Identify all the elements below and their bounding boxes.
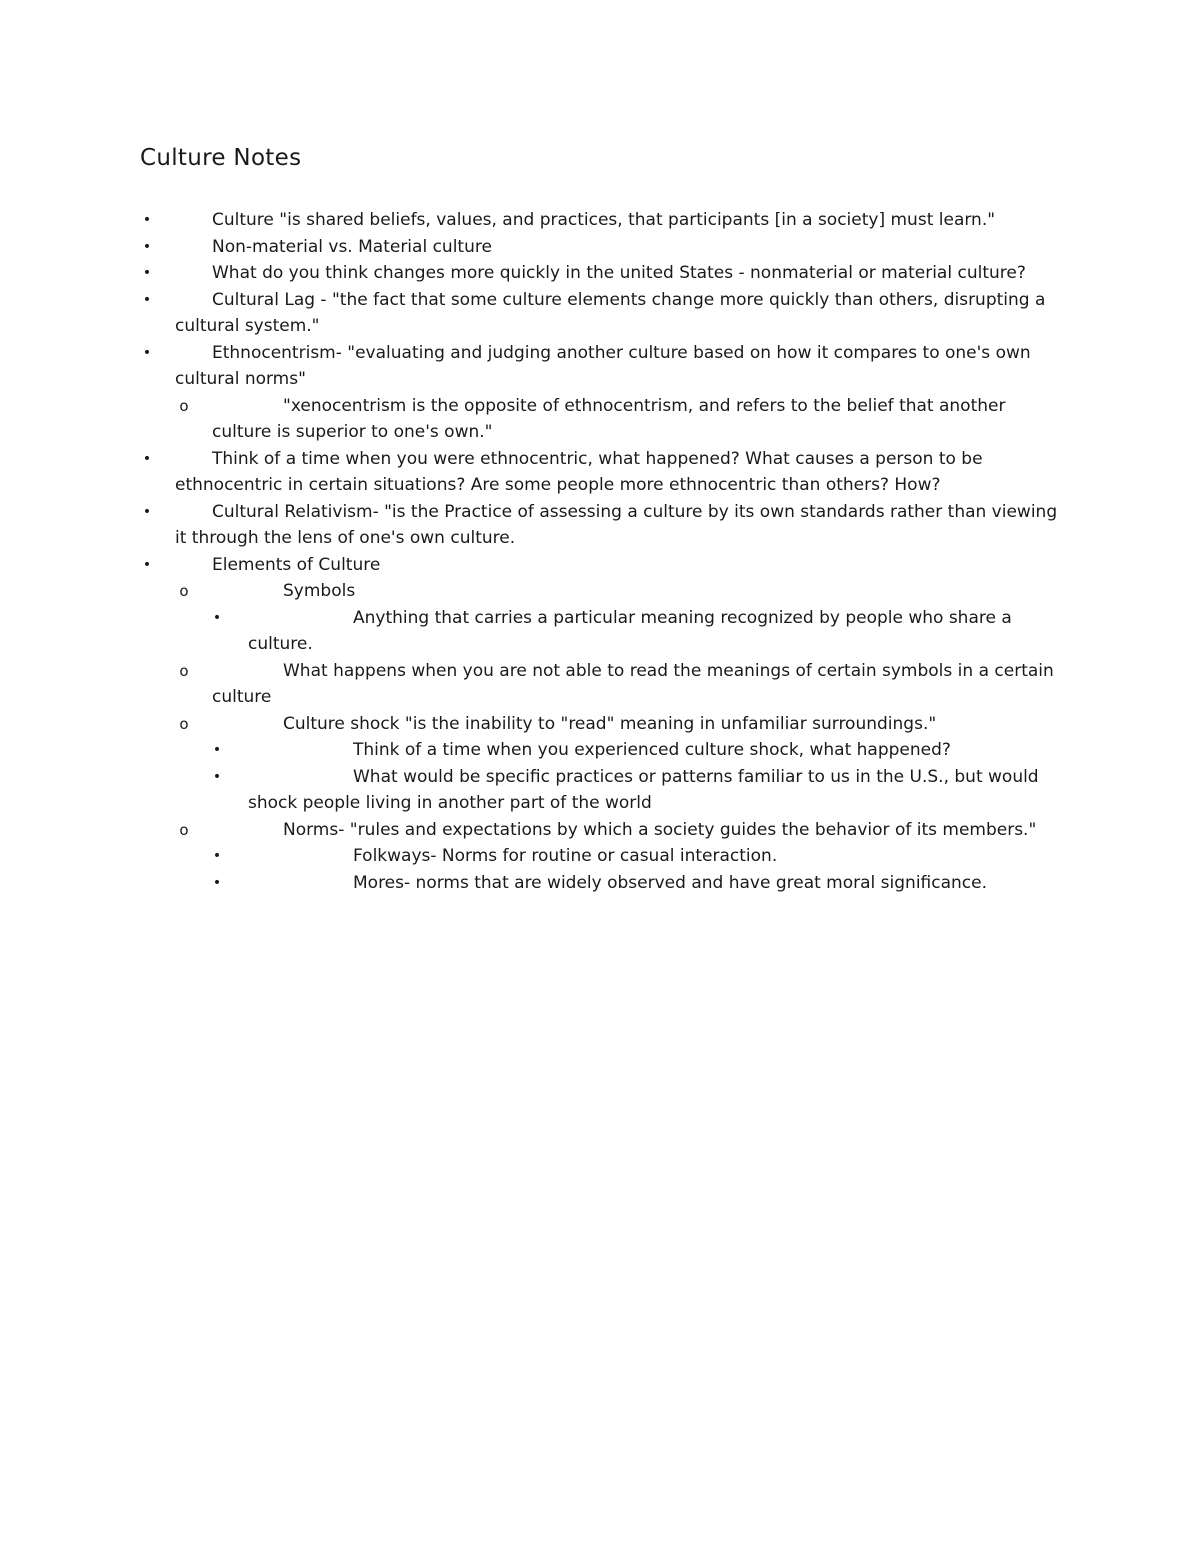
list-item-text: Symbols	[283, 581, 356, 601]
list-item	[0, 843, 1200, 870]
bullet-dot: •	[212, 848, 222, 864]
list-item-text: Cultural Lag - "the fact that some culture elements change more quickly than others, disrupting a cultural system."	[175, 289, 1046, 336]
list-item-text: What do you think changes more quickly in the united States - nonmaterial or material culture?	[212, 263, 1026, 283]
list-item-text: Think of a time when you were ethnocentric, what happened? What causes a person to be ethnocentric in certain situations? Are some people more ethnocentric than others? How?	[175, 448, 983, 495]
list-item	[0, 764, 1200, 817]
list-item	[0, 446, 1200, 499]
list-item-text: Norms- "rules and expectations by which a society guides the behavior of its members."	[283, 819, 1037, 840]
bullet-dot: •	[142, 265, 152, 281]
notes-list	[0, 207, 1200, 896]
list-item-text: Culture "is shared beliefs, values, and practices, that participants [in a society] must learn."	[212, 210, 996, 230]
list-item	[0, 658, 1200, 711]
list-item-text: Anything that carries a particular meaning recognized by people who share a culture.	[248, 607, 1012, 654]
list-item	[0, 817, 1200, 844]
list-item	[0, 499, 1200, 552]
list-item-text: What would be specific practices or patterns familiar to us in the U.S., but would shock people living in another part of the world	[248, 766, 1039, 813]
list-item	[0, 234, 1200, 261]
list-item	[0, 552, 1200, 579]
bullet-dot: •	[212, 874, 222, 891]
bullet-dot: •	[212, 768, 222, 785]
bullet-dot: •	[212, 609, 222, 626]
bullet-dot: •	[142, 212, 152, 228]
bullet-dot: •	[142, 450, 152, 467]
bullet-dot: •	[142, 344, 152, 361]
hollow-circle-bullet: o	[179, 714, 189, 733]
list-item	[0, 711, 1200, 738]
hollow-circle-bullet: o	[179, 396, 189, 415]
list-item	[0, 578, 1200, 605]
list-item-text: "xenocentrism is the opposite of ethnocentrism, and refers to the belief that another culture is superior to one's own."	[212, 395, 1006, 442]
list-item-text: Folkways- Norms for routine or casual interaction.	[353, 846, 778, 866]
bullet-dot: •	[142, 238, 152, 255]
list-item-text: Non-material vs. Material culture	[212, 236, 492, 257]
list-item-text: Mores- norms that are widely observed and have great moral significance.	[353, 872, 987, 893]
hollow-circle-bullet: o	[179, 820, 189, 839]
list-item-text: Culture shock "is the inability to "read" meaning in unfamiliar surroundings."	[283, 713, 937, 734]
list-item-text: Elements of Culture	[212, 554, 381, 575]
list-item	[0, 340, 1200, 393]
page-title: Culture Notes	[140, 145, 302, 171]
list-item-text: Ethnocentrism- "evaluating and judging another culture based on how it compares to one's own cultural norms"	[175, 342, 1031, 389]
list-item	[0, 605, 1200, 658]
list-item	[0, 287, 1200, 340]
list-item-text: What happens when you are not able to read the meanings of certain symbols in a certain culture	[212, 660, 1054, 707]
bullet-dot: •	[142, 556, 152, 573]
list-item	[0, 207, 1200, 234]
list-item-text: Think of a time when you experienced culture shock, what happened?	[353, 740, 951, 760]
bullet-dot: •	[212, 742, 222, 758]
list-item	[0, 870, 1200, 897]
list-item	[0, 737, 1200, 764]
list-item	[0, 260, 1200, 287]
hollow-circle-bullet: o	[179, 582, 189, 600]
list-item-text: Cultural Relativism- "is the Practice of assessing a culture by its own standards rather than viewing it through the lens of one's own culture.	[175, 501, 1058, 548]
bullet-dot: •	[142, 291, 152, 308]
bullet-dot: •	[142, 503, 152, 520]
hollow-circle-bullet: o	[179, 661, 189, 680]
list-item	[0, 393, 1200, 446]
